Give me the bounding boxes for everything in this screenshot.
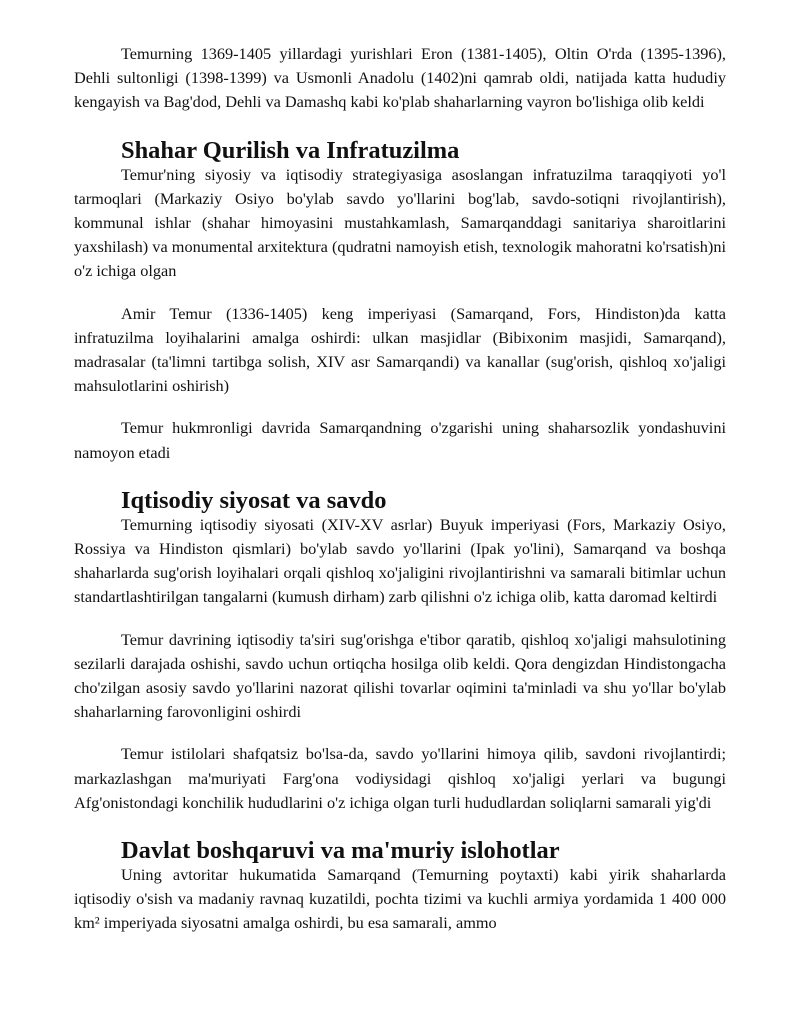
spacer (74, 398, 726, 416)
paragraph: Amir Temur (1336-1405) keng imperiyasi (Samarqand, Fors, Hindiston)da katta infratuzilma loyihalarini amalga oshirdi: ulkan masjidlar (Bibixonim masjidi, Samarqand), madrasalar (ta'limni tartibga solish, XIV asr Samarqandi) va kanallar (sug'orish, qishloq xo'jaligi mahsulotlarini oshirish) (74, 303, 726, 396)
spacer (74, 465, 726, 489)
paragraph: Temur istilolari shafqatsiz bo'lsa-da, savdo yo'llarini himoya qilib, savdoni rivojlantirdi; markazlashgan ma'muriyati Farg'ona vodiysidagi qishloq xo'jaligi yerlari va bugungi Afg'onistondagi konchilik hududlarini o'z ichiga olgan turli hududlardan soliqlarni samarali yig'di (74, 744, 726, 812)
section-heading-infrastructure: Shahar Qurilish va Infratuzilma (121, 136, 460, 164)
spacer (74, 815, 726, 839)
document-page (74, 42, 726, 936)
spacer (74, 724, 726, 742)
spacer (74, 115, 726, 139)
paragraph: Uning avtoritar hukumatida Samarqand (Temurning poytaxti) kabi yirik shaharlarda iqtisodiy o'sish va madaniy ravnaq kuzatildi, pochta tizimi va kuchli armiya yordamida 1 400 000 km² imperiyada siyosatni amalga oshirdi, bu esa samarali, ammo (74, 865, 726, 933)
paragraph: Temur hukmronligi davrida Samarqandning o'zgarishi uning shaharsozlik yondashuvini namoyon etadi (74, 418, 726, 462)
section-heading-governance: Davlat boshqaruvi va ma'muriy islohotlar (121, 837, 560, 865)
intro-paragraph: Temurning 1369-1405 yillardagi yurishlari Eron (1381-1405), Oltin O'rda (1395-1396), Dehli sultonligi (1398-1399) va Usmonli Anadolu (1402)ni qamrab oldi, natijada katta hududiy kengayish va Bag'dod, Dehli va Damashq kabi ko'plab shaharlarning vayron bo'lishiga olib keldi (74, 44, 726, 112)
spacer (74, 284, 726, 302)
section-heading-economy: Iqtisodiy siyosat va savdo (121, 486, 387, 514)
paragraph: Temur davrining iqtisodiy ta'siri sug'orishga e'tibor qaratib, qishloq xo'jaligi mahsulotining sezilarli darajada oshishi, savdo uchun ortiqcha hosilga olib keldi. Qora dengizdan Hindistongacha cho'zilgan asosiy savdo yo'llarini nazorat qilishi tovarlar oqimini ta'minladi va shu yo'llar bo'ylab shaharlarning farovonligini oshirdi (74, 629, 726, 722)
paragraph: Temurning iqtisodiy siyosati (XIV-XV asrlar) Buyuk imperiyasi (Fors, Markaziy Osiyo, Rossiya va Hindiston qismlari) bo'ylab savdo yo'llarini (Ipak yo'lini), Samarqand va boshqa shaharlarda sug'orish loyihalari orqali qishloq xo'jaligini rivojlantirishni va samarali bitimlar uchun standartlashtirilgan tangalarni (kumush dirham) zarb qilishni o'z ichiga olib, katta daromad keltirdi (74, 514, 726, 607)
paragraph: Temur'ning siyosiy va iqtisodiy strategiyasiga asoslangan infratuzilma taraqqiyoti yo'l tarmoqlari (Markaziy Osiyo bo'ylab savdo yo'llarini bog'lab, savdo-sotiqni rivojlantirish), kommunal ishlar (shahar himoyasini mustahkamlash, Samarqanddagi sanitariya sharoitlarini yaxshilash) va monumental arxitektura (qudratni namoyish etish, texnologik mahoratni ko'rsatish)ni o'z ichiga olgan (74, 164, 726, 281)
spacer (74, 610, 726, 628)
